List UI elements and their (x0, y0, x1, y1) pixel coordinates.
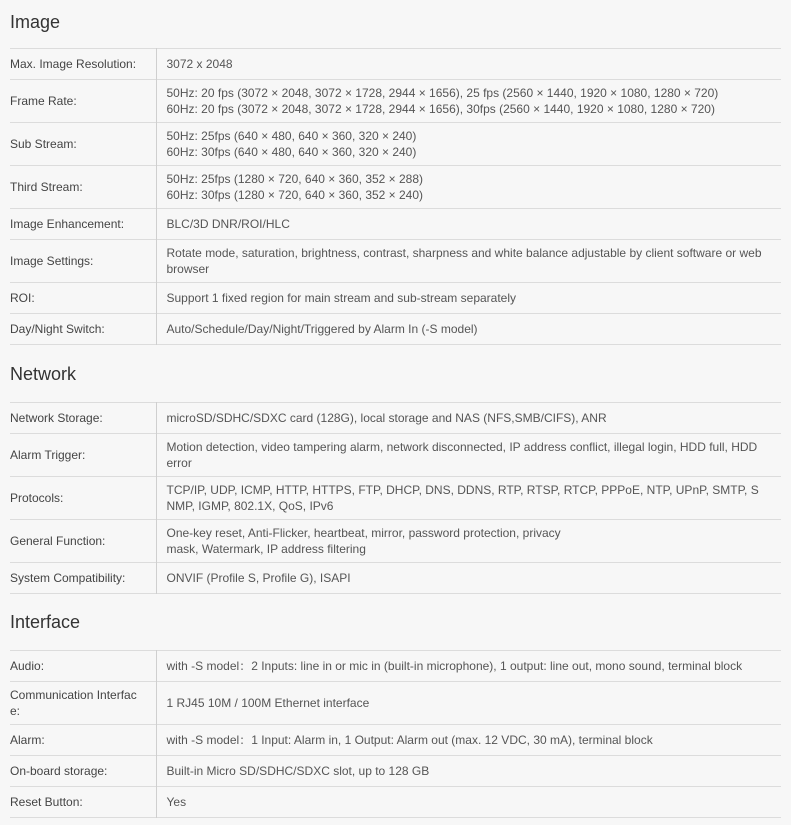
spec-value: Rotate mode, saturation, brightness, contrast, sharpness and white balance adjustable by client software or web browser (156, 240, 781, 283)
spec-table-network (10, 402, 781, 594)
spec-label: Reset Button: (10, 795, 83, 809)
spec-table-image (10, 48, 781, 345)
spec-label: Audio: (10, 659, 45, 673)
spec-row (10, 520, 781, 563)
spec-label: Protocols: (10, 491, 64, 505)
spec-row (10, 123, 781, 166)
spec-table-interface (10, 650, 781, 818)
section-title-image: Image (10, 12, 61, 32)
spec-row (10, 166, 781, 209)
spec-row (10, 80, 781, 123)
spec-value: 50Hz: 25fps (1280 × 720, 640 × 360, 352 × 288) 60Hz: 30fps (1280 × 720, 640 × 360, 352 × 240) (156, 166, 781, 209)
spec-value: with -S model：1 Input: Alarm in, 1 Output: Alarm out (max. 12 VDC, 30 mA), terminal block (156, 725, 781, 756)
spec-value: 3072 x 2048 (156, 49, 781, 80)
spec-row (10, 563, 781, 594)
spec-label: Max. Image Resolution: (10, 57, 137, 71)
spec-row (10, 434, 781, 477)
spec-value: ONVIF (Profile S, Profile G), ISAPI (156, 563, 781, 594)
spec-label: Alarm: (10, 733, 45, 747)
spec-value: Support 1 fixed region for main stream and sub-stream separately (156, 283, 781, 314)
spec-value: Auto/Schedule/Day/Night/Triggered by Alarm In (-S model) (156, 314, 781, 345)
spec-label: Communication Interfac e: (10, 688, 137, 718)
spec-value: One-key reset, Anti-Flicker, heartbeat, mirror, password protection, privacy mask, Watermark, IP address filtering (156, 520, 781, 563)
spec-row (10, 49, 781, 80)
spec-row (10, 209, 781, 240)
spec-row (10, 787, 781, 818)
spec-row (10, 283, 781, 314)
spec-label: Sub Stream: (10, 137, 77, 151)
spec-value: 1 RJ45 10M / 100M Ethernet interface (156, 682, 781, 725)
section-title-network: Network (10, 364, 77, 384)
spec-value: Yes (156, 787, 781, 818)
spec-label: System Compatibility: (10, 571, 126, 585)
spec-value: with -S model：2 Inputs: line in or mic in (built-in microphone), 1 output: line out, mono sound, terminal block (156, 651, 781, 682)
spec-row (10, 725, 781, 756)
spec-value: Built-in Micro SD/SDHC/SDXC slot, up to 128 GB (156, 756, 781, 787)
spec-label: Third Stream: (10, 180, 83, 194)
spec-label: Image Settings: (10, 254, 94, 268)
spec-value: microSD/SDHC/SDXC card (128G), local storage and NAS (NFS,SMB/CIFS), ANR (156, 403, 781, 434)
spec-row (10, 477, 781, 520)
spec-row (10, 756, 781, 787)
spec-value: Motion detection, video tampering alarm, network disconnected, IP address conflict, illegal login, HDD full, HDD error (156, 434, 781, 477)
spec-value: 50Hz: 20 fps (3072 × 2048, 3072 × 1728, 2944 × 1656), 25 fps (2560 × 1440, 1920 × 1080, 1280 × 720) 60Hz: 20 fps (3072 × 2048, 3072 × 1728, 2944 × 1656), 30fps (2560 × 1440, 1920 × 1080, 1280 × 720) (156, 80, 781, 123)
spec-label: ROI: (10, 291, 35, 305)
section-title-interface: Interface (10, 612, 81, 632)
spec-row (10, 682, 781, 725)
spec-label: Image Enhancement: (10, 217, 125, 231)
spec-value: TCP/IP, UDP, ICMP, HTTP, HTTPS, FTP, DHCP, DNS, DDNS, RTP, RTSP, RTCP, PPPoE, NTP, UPnP, SMTP, S NMP, IGMP, 802.1X, QoS, IPv6 (156, 477, 781, 520)
spec-value: 50Hz: 25fps (640 × 480, 640 × 360, 320 × 240) 60Hz: 30fps (640 × 480, 640 × 360, 320 × 240) (156, 123, 781, 166)
spec-label: Day/Night Switch: (10, 322, 105, 336)
spec-label: General Function: (10, 534, 106, 548)
spec-value: BLC/3D DNR/ROI/HLC (156, 209, 781, 240)
spec-row (10, 651, 781, 682)
spec-label: Frame Rate: (10, 94, 77, 108)
spec-label: Network Storage: (10, 411, 103, 425)
spec-label: On-board storage: (10, 764, 108, 778)
spec-row (10, 403, 781, 434)
spec-label: Alarm Trigger: (10, 448, 86, 462)
spec-row (10, 240, 781, 283)
spec-row (10, 314, 781, 345)
